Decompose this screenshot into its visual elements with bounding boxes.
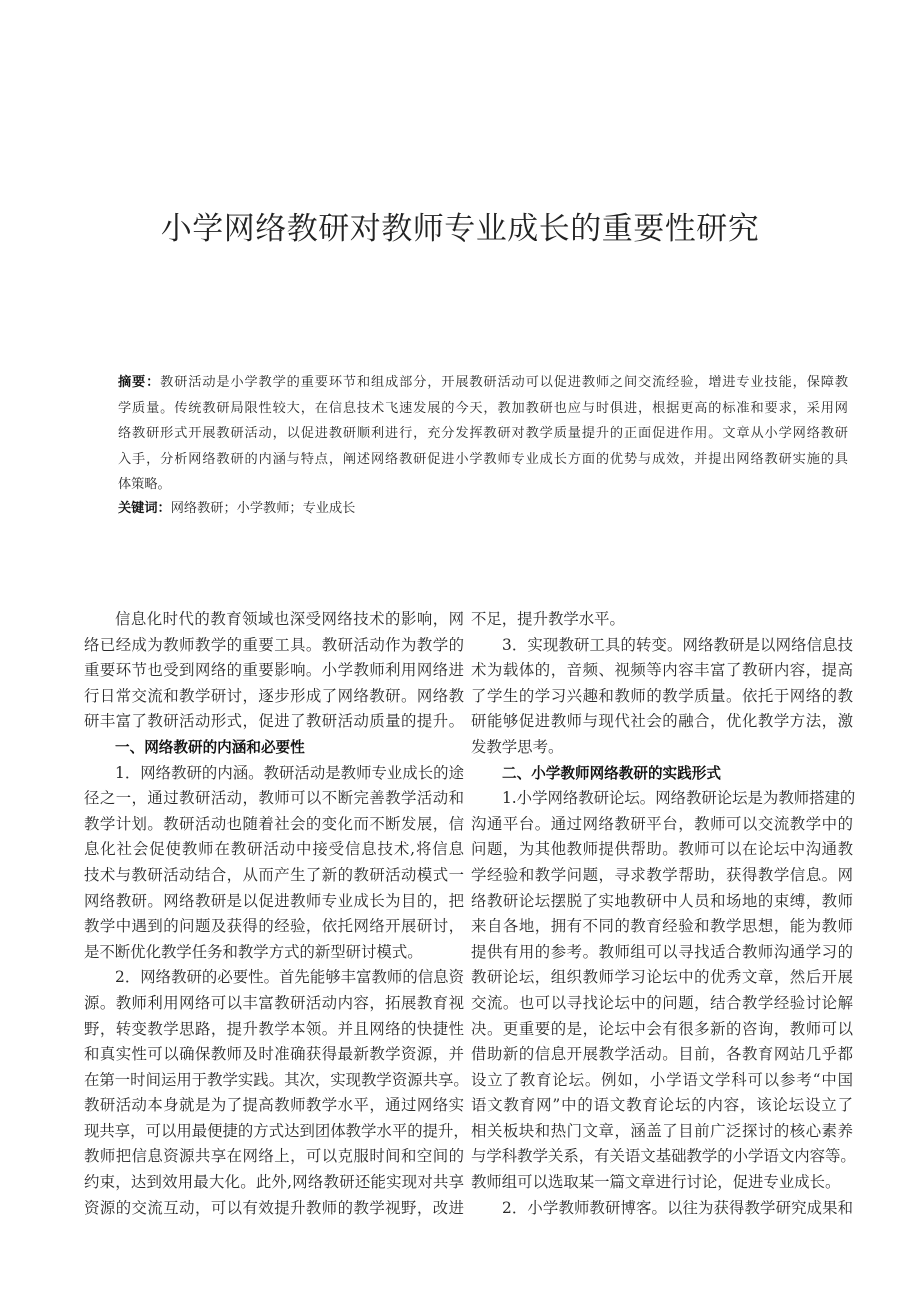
section-heading: 一、网络教研的内涵和必要性 (115, 738, 305, 756)
body-text-line: 是不断优化教学任务和教学方式的新型研讨模式。 (84, 942, 423, 961)
keywords-text: 网络教研；小学教师；专业成长 (170, 500, 356, 516)
body-text-line: 了学生的学习兴趣和教师的教学质量。依托于网络的教 (471, 686, 853, 705)
body-text-line: 研能够促进教师与现代社会的融合，优化教学方法，激 (471, 712, 853, 731)
body-text-line: 资源的交流互动，可以有效提升教师的教学视野，改进 (84, 1198, 464, 1217)
body-text-line: 息化社会促使教师在教研活动中接受信息技术,将信息 (84, 840, 464, 859)
body-text-line: 教师把信息资源共享在网络上，可以克服时间和空间的 (84, 1147, 464, 1166)
body-text-line: 径之一，通过教研活动，教师可以不断完善教学活动和 (84, 789, 464, 808)
body-text-line: 1.小学网络教研论坛。网络教研论坛是为教师搭建的 (502, 789, 856, 808)
abstract (118, 370, 848, 522)
body-text-line: 行日常交流和教学研讨，逐步形成了网络教研。网络教 (84, 686, 464, 705)
body-text-line: 相关板块和热门文章，涵盖了目前广泛探讨的核心素养 (471, 1121, 853, 1140)
abstract-label: 摘要： (118, 375, 161, 390)
body-text-line: 学经验和教学问题，寻求教学帮助，获得教学信息。网 (471, 865, 853, 884)
body-text-line: 发教学思考。 (471, 737, 564, 756)
body-text-line: 技术与教研活动结合，从而产生了新的教研活动模式一 (84, 865, 464, 884)
body-text-line: 来自各地，拥有不同的教育经验和教学思想，能为教师 (471, 917, 853, 936)
document-title: 小学网络教研对教师专业成长的重要性研究 (160, 211, 760, 247)
body-text-line: 野，转变教学思路，提升教学本领。并且网络的快捷性 (84, 1019, 464, 1038)
body-text-line: 提供有用的参考。教师组可以寻找适合教师沟通学习的 (471, 942, 853, 961)
body-text-line: 络教研论坛摆脱了实地教研中人员和场地的束缚，教师 (471, 891, 853, 910)
body-text-line: 信息化时代的教育领域也深受网络技术的影响，网 (115, 610, 464, 628)
body-text-line: 教师组可以选取某一篇文章进行讨论，促进专业成长。 (471, 1173, 841, 1192)
body-text-line: 教学中遇到的问题及获得的经验，依托网络开展研讨， (84, 917, 464, 936)
body-text-line: 教研活动本身就是为了提高教师教学水平，通过网络实 (84, 1096, 464, 1115)
body-text-line: 在第一时间运用于教学实践。其次，实现教学资源共享。 (84, 1070, 469, 1089)
body-text-line: 约束，达到效用最大化。此外,网络教研还能实现对共享 (84, 1173, 464, 1192)
body-text-line: 1．网络教研的内涵。教研活动是教师专业成长的途 (115, 763, 464, 782)
body-text-line: 重要环节也受到网络的重要影响。小学教师利用网络进 (84, 661, 464, 680)
body-text-line: 设立了教育论坛。例如，小学语文学科可以参考“中国 (471, 1070, 853, 1089)
abstract-line: 络教研形式开展教研活动，以促进教研顺利进行，充分发挥教研对教学质量提升的正面促进作用。文章从小学网络教研 (118, 426, 848, 442)
body-text-line: 网络教研。网络教研是以促进教师专业成长为目的，把 (84, 891, 464, 910)
section-heading: 二、小学教师网络教研的实践形式 (502, 764, 721, 782)
abstract-line: 学质量。传统教研局限性较大，在信息技术飞速发展的今天，教加教研也应与时俱进，根据更高的标准和要求，采用网 (118, 400, 848, 416)
body-column-right (471, 607, 856, 1221)
body-text-line: 与学科教学关系，有关语文基础教学的小学语文内容等。 (471, 1147, 856, 1166)
keywords-label: 关键词： (118, 500, 171, 516)
body-text-line: 交流。也可以寻找论坛中的问题，结合教学经验讨论解 (471, 993, 853, 1012)
keywords (118, 496, 848, 522)
body-text-line: 决。更重要的是，论坛中会有很多新的咨询，教师可以 (471, 1019, 853, 1038)
body-text-line: 2．小学教师教研博客。以往为获得教学研究成果和 (502, 1198, 853, 1217)
body-text-line: 教研论坛，组织教师学习论坛中的优秀文章，然后开展 (471, 968, 853, 987)
body-text-line: 研丰富了教研活动形式，促进了教研活动质量的提升。 (84, 712, 464, 731)
body-text-line: 教学计划。教研活动也随着社会的变化而不断发展，信 (84, 814, 464, 833)
body-text-line: 2．网络教研的必要性。首先能够丰富教师的信息资 (115, 968, 464, 987)
abstract-line: 体策略。 (118, 477, 171, 493)
body-text-line: 问题，为其他教师提供帮助。教师可以在论坛中沟通教 (471, 840, 853, 859)
body-text-line: 借助新的信息开展教学活动。目前，各教育网站几乎都 (471, 1045, 853, 1064)
body-column-left (84, 607, 469, 1221)
body-text-line: 络已经成为教师教学的重要工具。教研活动作为教学的 (84, 635, 464, 654)
body-text-line: 源。教师利用网络可以丰富教研活动内容，拓展教育视 (84, 993, 464, 1012)
abstract-line: 摘要：教研活动是小学教学的重要环节和组成部分，开展教研活动可以促进教师之间交流经验，增进专业技能，保障教 (118, 375, 849, 390)
body-text-line: 语文教育网”中的语文教育论坛的内容，该论坛设立了 (471, 1096, 853, 1115)
abstract-line: 入手，分析网络教研的内涵与特点，阐述网络教研促进小学教师专业成长方面的优势与成效，并提出网络教研实施的具 (118, 451, 848, 467)
body-text-line: 现共享，可以用最便捷的方式达到团体教学水平的提升， (84, 1121, 469, 1140)
body-text-line: 不足，提升教学水平。 (471, 610, 625, 628)
body-text-line: 和真实性可以确保教师及时准确获得最新教学资源，并 (84, 1045, 464, 1064)
body-text-line: 3．实现教研工具的转变。网络教研是以网络信息技 (502, 635, 853, 654)
body-text-line: 术为载体的，音频、视频等内容丰富了教研内容，提高 (471, 661, 853, 680)
body-text-line: 沟通平台。通过网络教研平台，教师可以交流教学中的 (471, 814, 853, 833)
